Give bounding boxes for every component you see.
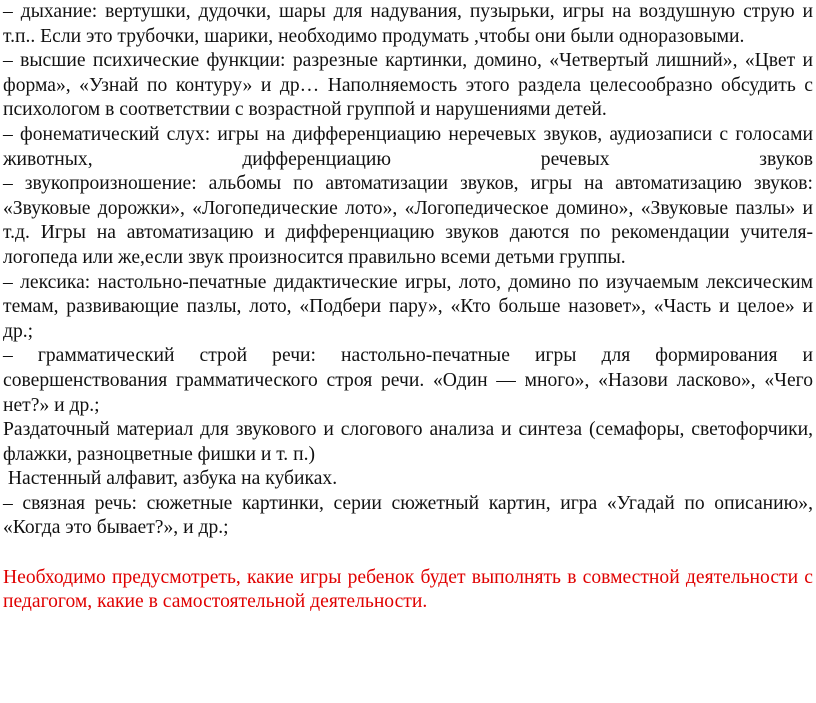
note-red: Необходимо предусмотреть, какие игры ребенок будет выполнять в совместной деятельности с педагогом, какие в самостоятельной деятельности. xyxy=(3,566,813,613)
paragraph-breathing: – дыхание: вертушки, дудочки, шары для надувания, пузырьки, игры на воздушную струю и т.п.. Если это трубочки, шарики, необходимо продумать ,чтобы они были одноразовыми. xyxy=(3,1,813,47)
paragraph-handout: Раздаточный материал для звукового и слогового анализа и синтеза (семафоры, светофорчики, флажки, разноцветные фишки и т. п.) xyxy=(3,419,813,465)
paragraph-phonemic-hearing: – фонематический слух: игры на дифференциацию неречевых звуков, аудиозаписи с голосами животных, дифференциацию речевых звуков xyxy=(3,123,813,170)
paragraph-pronunciation: – звукопроизношение: альбомы по автоматизации звуков, игры на автоматизацию звуков: «Звуковые дорожки», «Логопедические лото», «Логопедическое домино», «Звуковые пазлы» и т.д. Игры на автоматизацию и дифференциацию звуков даются по рекомендации учителя-логопеда или же,если звук произносится правильно всеми детьми группы. xyxy=(3,173,813,268)
paragraph-coherent-speech: – связная речь: сюжетные картинки, серии сюжетный картин, игра «Угадай по описанию», «Когда это бывает?», и др.; xyxy=(3,492,813,539)
blank-line xyxy=(3,541,813,566)
paragraph-higher-functions: – высшие психические функции: разрезные картинки, домино, «Четвертый лишний», «Цвет и форма», «Узнай по контуру» и др… Наполняемость этого раздела целесообразно обсудить с психологом в соответствии с возрастной группой и нарушениями детей. xyxy=(3,50,813,121)
paragraph-vocabulary: – лексика: настольно-печатные дидактические игры, лото, домино по изучаемым лексическим темам, развивающие пазлы, лото, «Подбери пару», «Кто больше назовет», «Часть и целое» и др.; xyxy=(3,271,813,342)
paragraph-grammar: – грамматический строй речи: настольно-печатные игры для формирования и совершенствования грамматического строя речи. «Один — много», «Назови ласково», «Чего нет?» и др.; xyxy=(3,345,813,416)
document-body xyxy=(3,0,813,615)
paragraph-alphabet: Настенный алфавит, азбука на кубиках. xyxy=(3,468,338,490)
